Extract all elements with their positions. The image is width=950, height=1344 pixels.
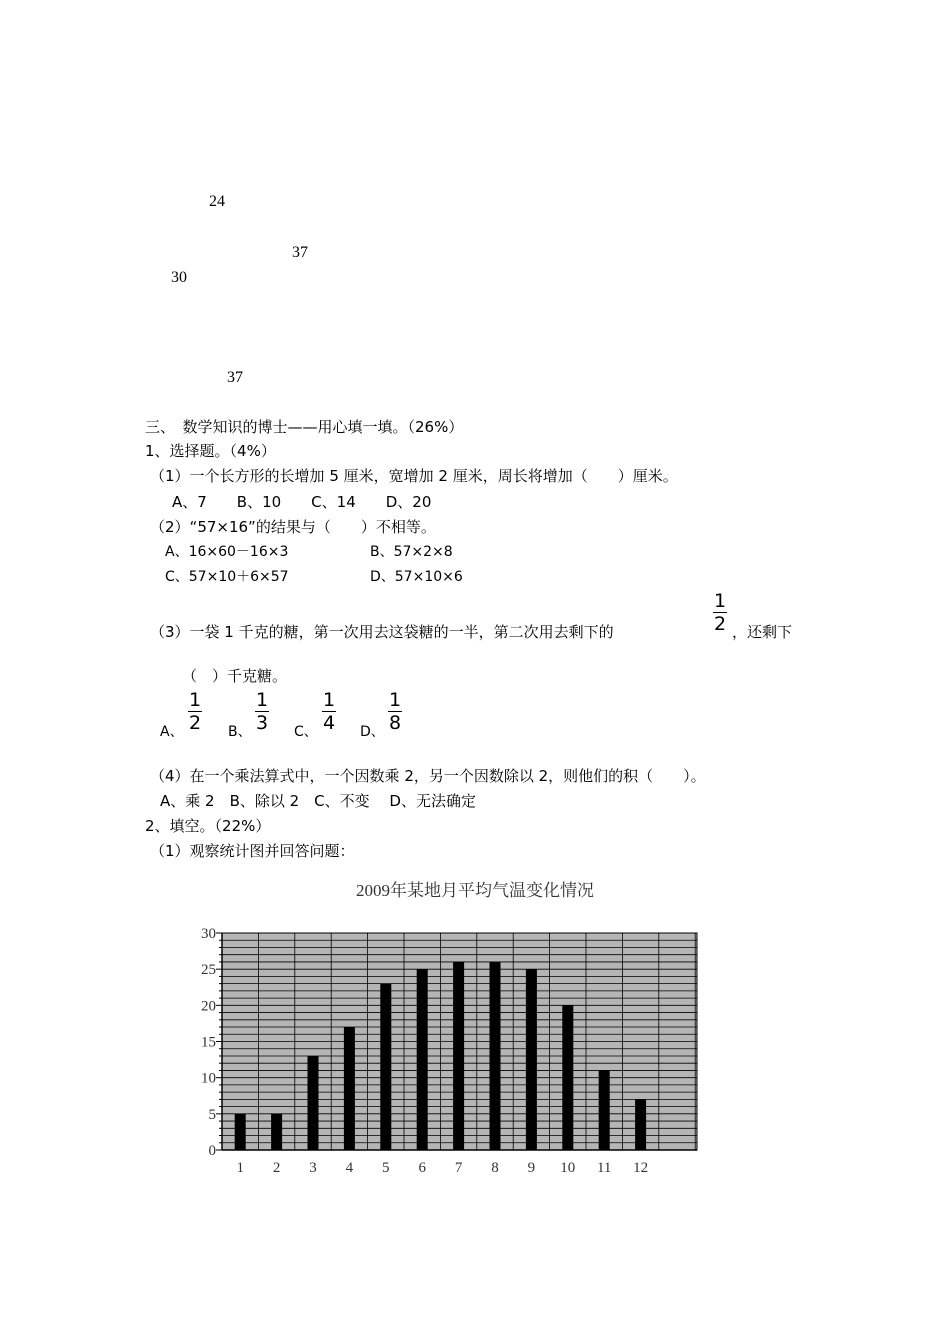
x-tick-label: 1 xyxy=(236,1160,244,1176)
q1-title: 1、选择题。（4%） xyxy=(145,442,276,460)
section3-title: 三、 数学知识的博士——用心填一填。（26%） xyxy=(145,418,464,436)
q1-3-option-b-fraction xyxy=(255,690,269,733)
loose-number-37: 37 xyxy=(292,244,308,261)
q1-2-option-c: C、57×10＋6×57 xyxy=(165,569,289,585)
bar-month-8 xyxy=(490,962,501,1150)
fraction-numerator: 1 xyxy=(322,689,336,711)
q1-2-option-a: A、16×60－16×3 xyxy=(165,544,289,560)
q1-3-stem-tail: ，还剩下 xyxy=(732,623,793,641)
q1-3-stem-fraction xyxy=(713,591,727,634)
x-tick-label: 3 xyxy=(309,1160,317,1176)
bar-month-2 xyxy=(271,1114,282,1150)
q1-3-stem-line2: （ ）千克糖。 xyxy=(182,667,288,685)
x-tick-label: 8 xyxy=(491,1160,499,1176)
q1-3-option-a-label: A、 xyxy=(160,724,184,740)
q1-1-stem: （1）一个长方形的长增加 5 厘米，宽增加 2 厘米，周长将增加（ ）厘米。 xyxy=(150,467,678,485)
y-tick-label: 0 xyxy=(208,1143,216,1159)
q1-1-options: A、7 B、10 C、14 D、20 xyxy=(172,493,432,511)
y-tick-label: 30 xyxy=(201,926,216,942)
x-tick-label: 10 xyxy=(560,1160,576,1176)
x-tick-label: 11 xyxy=(596,1160,612,1176)
q1-3-option-d-label: D、 xyxy=(360,724,385,740)
q2-1-stem: （1）观察统计图并回答问题： xyxy=(150,842,355,860)
bar-month-1 xyxy=(235,1114,246,1150)
fraction-denominator: 8 xyxy=(388,712,402,735)
fraction-numerator: 1 xyxy=(388,689,402,711)
x-tick-label: 12 xyxy=(633,1160,649,1176)
q1-3-option-d-fraction xyxy=(388,690,402,733)
fraction-denominator: 2 xyxy=(713,613,727,636)
fraction-denominator: 2 xyxy=(188,712,202,735)
loose-number-30: 30 xyxy=(171,269,187,286)
q1-3-stem: （3）一袋 1 千克的糖，第一次用去这袋糖的一半，第二次用去剩下的 xyxy=(150,623,614,641)
plot-area xyxy=(222,933,697,1150)
y-tick-label: 25 xyxy=(201,962,216,979)
q1-3-option-c-label: C、 xyxy=(294,724,318,740)
x-tick-label: 4 xyxy=(345,1160,354,1176)
x-tick-label: 5 xyxy=(382,1160,390,1176)
q1-3-option-a-fraction xyxy=(188,690,202,733)
q1-2-option-d: D、57×10×6 xyxy=(370,569,463,585)
x-tick-label: 6 xyxy=(418,1160,426,1176)
bar-month-3 xyxy=(308,1056,319,1150)
bar-month-11 xyxy=(599,1070,610,1150)
fraction-denominator: 4 xyxy=(322,712,336,735)
fraction-denominator: 3 xyxy=(255,712,269,735)
bar-month-12 xyxy=(635,1099,646,1150)
q1-3-option-c-fraction xyxy=(322,690,336,733)
q1-2-stem: （2）“57×16”的结果与（ ）不相等。 xyxy=(150,518,436,536)
y-tick-label: 5 xyxy=(208,1106,216,1123)
bar-month-6 xyxy=(417,969,428,1150)
fraction-numerator: 1 xyxy=(255,689,269,711)
q2-title: 2、填空。（22%） xyxy=(145,817,271,835)
y-tick-label: 10 xyxy=(201,1070,216,1087)
bar-month-10 xyxy=(562,1005,573,1150)
x-tick-label: 2 xyxy=(272,1160,281,1176)
bar-month-5 xyxy=(380,984,391,1150)
y-tick-label: 15 xyxy=(201,1034,216,1051)
bar-month-7 xyxy=(453,962,464,1150)
q1-3-option-b-label: B、 xyxy=(228,724,252,740)
x-tick-label: 7 xyxy=(454,1160,463,1176)
q1-2-option-b: B、57×2×8 xyxy=(370,544,453,560)
loose-number-24: 24 xyxy=(209,193,225,210)
fraction-numerator: 1 xyxy=(188,689,202,711)
x-tick-label: 9 xyxy=(527,1160,536,1176)
bar-month-9 xyxy=(526,969,537,1150)
fraction-numerator: 1 xyxy=(713,590,727,612)
q1-4-options: A、乘 2 B、除以 2 C、不变 D、无法确定 xyxy=(160,792,476,810)
bar-month-4 xyxy=(344,1027,355,1150)
q1-4-stem: （4）在一个乘法算式中，一个因数乘 2，另一个因数除以 2，则他们的积（ ）。 xyxy=(150,767,706,785)
chart-title: 2009年某地月平均气温变化情况 xyxy=(356,881,594,900)
y-tick-label: 20 xyxy=(201,998,216,1015)
loose-number-37b: 37 xyxy=(227,369,243,386)
